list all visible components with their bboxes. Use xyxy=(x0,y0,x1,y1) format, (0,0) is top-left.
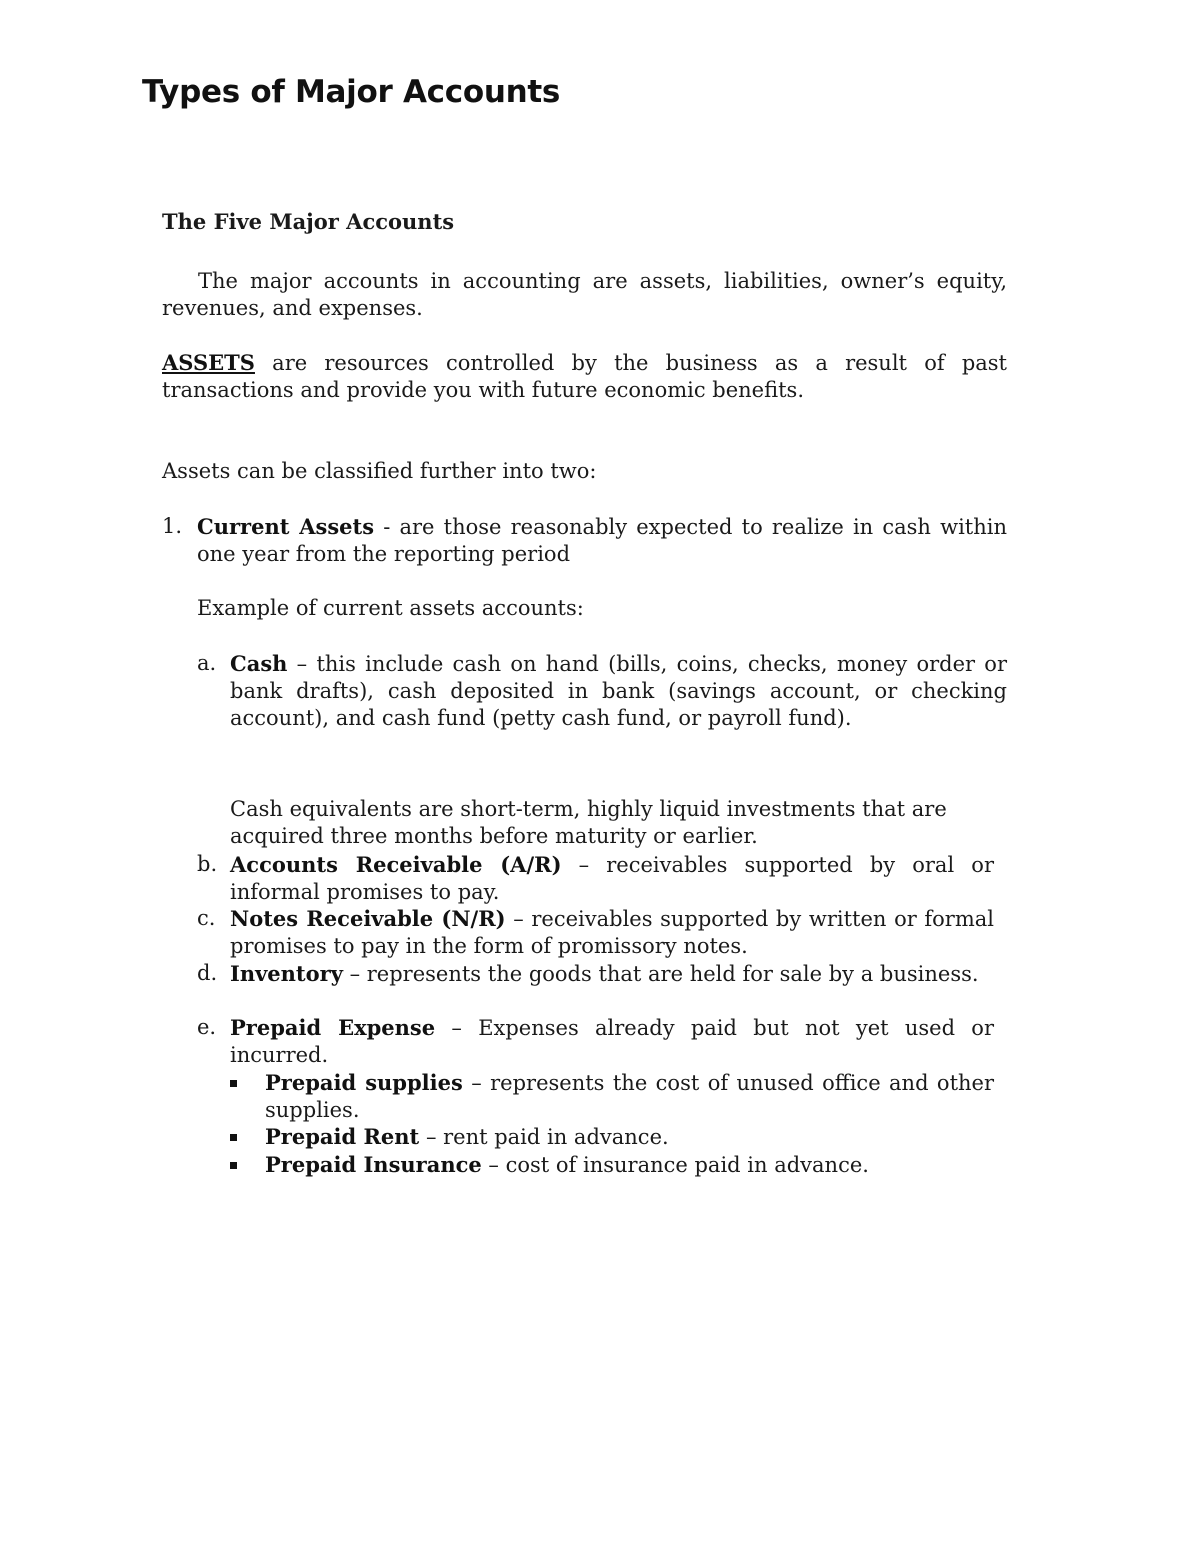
page-title: Types of Major Accounts xyxy=(142,74,561,110)
list-marker: a. xyxy=(197,651,217,675)
example-label: Example of current assets accounts: xyxy=(197,596,584,620)
prepaid-expense-desc: – Expenses already paid but not yet used or incurred. xyxy=(230,1016,994,1067)
term-cash: Cash xyxy=(230,651,288,676)
term-prepaid-supplies: Prepaid supplies xyxy=(265,1070,463,1095)
prepaid-supplies-desc: – represents the cost of unused office and other supplies. xyxy=(265,1071,994,1122)
list-marker: d. xyxy=(197,961,218,985)
bullet-square-icon xyxy=(230,1162,237,1169)
assets-term: ASSETS xyxy=(162,350,255,375)
list-marker: e. xyxy=(197,1015,217,1039)
cash-desc: – this include cash on hand (bills, coins, checks, money order or bank drafts), cash deposited in bank (savings account, or checking account), and cash fund (petty cash fund, or payroll fund). xyxy=(230,652,1007,730)
assets-definition-text: are resources controlled by the business as a result of past transactions and provide you with future economic benefits. xyxy=(162,351,1007,402)
accounts-receivable-desc: – receivables supported by oral or informal promises to pay. xyxy=(230,853,994,904)
list-marker: c. xyxy=(197,906,216,930)
cash-equivalents-note: Cash equivalents are short-term, highly liquid investments that are acquired three months before maturity or earlier. xyxy=(230,797,947,848)
classification-intro: Assets can be classified further into two: xyxy=(162,459,597,483)
bullet-item-text xyxy=(265,1069,994,1124)
bullet-square-icon xyxy=(230,1134,237,1141)
section-heading: The Five Major Accounts xyxy=(162,209,455,234)
term-current-assets: Current Assets xyxy=(197,514,375,539)
bullet-square-icon xyxy=(230,1080,237,1087)
list-item-text xyxy=(197,513,1007,568)
prepaid-insurance-desc: – cost of insurance paid in advance. xyxy=(481,1153,869,1177)
list-item-text xyxy=(230,960,994,988)
term-prepaid-rent: Prepaid Rent xyxy=(265,1124,420,1149)
term-prepaid-expense: Prepaid Expense xyxy=(230,1015,436,1040)
list-marker: b. xyxy=(197,852,218,876)
list-item-text xyxy=(230,905,994,960)
list-item-text xyxy=(230,851,994,906)
term-prepaid-insurance: Prepaid Insurance xyxy=(265,1152,482,1177)
list-item-text xyxy=(230,650,1007,732)
bullet-item-text xyxy=(265,1151,994,1179)
prepaid-rent-desc: – rent paid in advance. xyxy=(419,1125,669,1149)
term-inventory: Inventory xyxy=(230,961,343,986)
term-accounts-receivable: Accounts Receivable (A/R) xyxy=(230,852,562,877)
inventory-desc: – represents the goods that are held for sale by a business. xyxy=(342,962,979,986)
list-item-text xyxy=(230,1014,994,1069)
term-notes-receivable: Notes Receivable (N/R) xyxy=(230,906,506,931)
notes-receivable-desc: – receivables supported by written or formal promises to pay in the form of promissory notes. xyxy=(230,907,994,958)
list-marker: 1. xyxy=(162,514,183,538)
intro-paragraph: The major accounts in accounting are assets, liabilities, owner’s equity, revenues, and expenses. xyxy=(162,269,1007,320)
bullet-item-text xyxy=(265,1123,994,1151)
current-assets-desc: - are those reasonably expected to realize in cash within one year from the reporting period xyxy=(197,515,1007,566)
assets-definition xyxy=(162,349,1007,404)
